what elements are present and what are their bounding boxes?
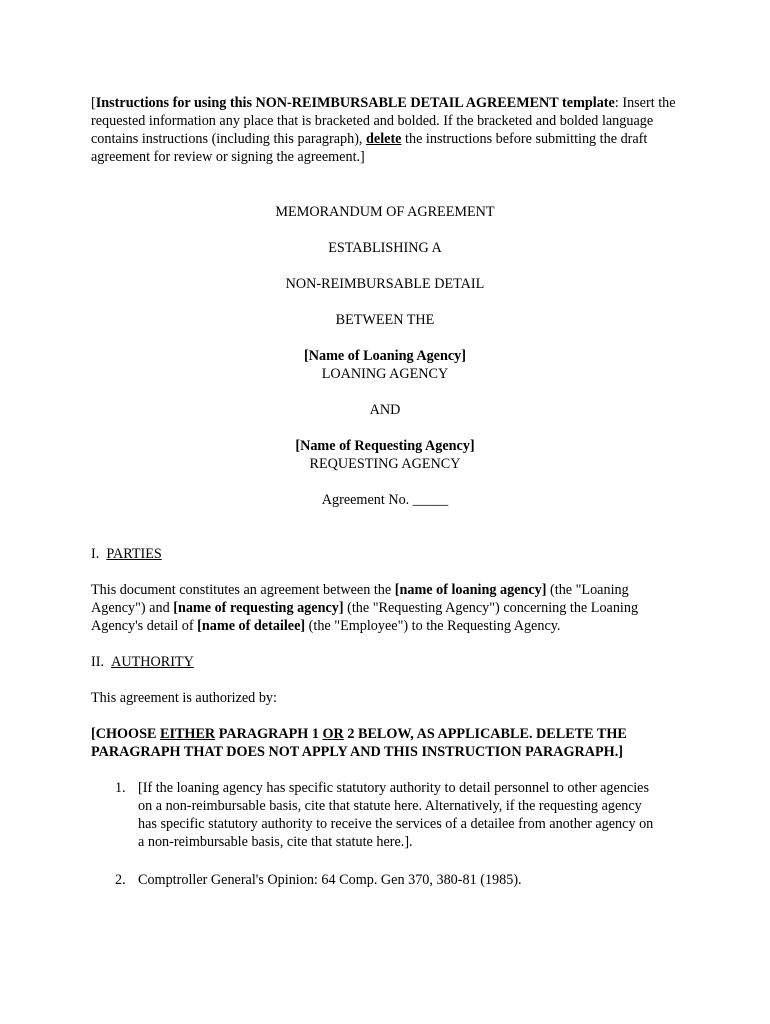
- parties-text-c: (the "Loaning Agency") and: [91, 582, 629, 616]
- parties-text-g: (the "Employee") to the Requesting Agency.: [305, 618, 561, 634]
- authority-intro: This agreement is authorized by:: [91, 690, 277, 706]
- requesting-agency-name: [0, 437, 770, 455]
- choose-text-c: 2 BELOW, AS APPLICABLE. DELETE THE PARAGRAPH THAT DOES NOT APPLY AND THIS INSTRUCTION PARAGRAPH.]: [91, 726, 627, 760]
- agreement-number: Agreement No. _____: [321, 492, 449, 508]
- list-item-1-text: [If the loaning agency has specific statutory authority to detail personnel to other agencies on a non-reimbursable basis, cite that statute here. Alternatively, if the requesting agency has specific statutory authority to receive the services of a detailee from another agency on a non-reimbursable basis, cite that statute here.].: [138, 780, 654, 850]
- heading-line-1: MEMORANDUM OF AGREEMENT: [275, 204, 495, 220]
- choose-text-a: [CHOOSE: [91, 726, 160, 742]
- instr-colon: :: [614, 95, 619, 111]
- parties-paragraph: [91, 581, 681, 635]
- choose-or: OR: [322, 726, 344, 742]
- list-item-1-number: 1.: [115, 780, 126, 796]
- parties-text-e: (the "Requesting Agency") concerning the Loaning Agency's detail of: [91, 600, 639, 634]
- instr-text-2: the instructions before submitting the draft agreement for review or signing the agreement.]: [91, 131, 648, 165]
- section-2-heading: [91, 653, 691, 671]
- section-1-number: I.: [91, 546, 100, 562]
- template-instructions: [91, 94, 691, 166]
- instr-delete-word: delete: [366, 131, 402, 147]
- choose-instruction: [91, 725, 681, 761]
- section-2-number: II.: [91, 654, 104, 670]
- parties-loaning-agency: [name of loaning agency]: [394, 582, 547, 598]
- heading-line-2: ESTABLISHING A: [328, 240, 442, 256]
- loaning-agency-name: [0, 347, 770, 365]
- section-2-title: AUTHORITY: [111, 654, 194, 670]
- heading-line-3: NON-REIMBURSABLE DETAIL: [285, 276, 485, 292]
- requesting-agency-label: REQUESTING AGENCY: [309, 456, 461, 472]
- loaning-agency-name-text: [Name of Loaning Agency]: [304, 348, 466, 364]
- heading-line-4: BETWEEN THE: [335, 312, 435, 328]
- instr-title: Instructions for using this NON-REIMBURSABLE DETAIL AGREEMENT template: [95, 95, 615, 111]
- requesting-agency-name-text: [Name of Requesting Agency]: [295, 438, 475, 454]
- section-1-heading: [91, 545, 691, 563]
- list-item-2-text: Comptroller General's Opinion: 64 Comp. Gen 370, 380-81 (1985).: [138, 872, 522, 888]
- section-1-title: PARTIES: [106, 546, 162, 562]
- parties-text-a: This document constitutes an agreement between the: [91, 582, 395, 598]
- instr-text-1: Insert the requested information any place that is bracketed and bolded. If the bracketed and bolded language contains instructions (including this paragraph),: [91, 95, 676, 147]
- parties-detailee: [name of detailee]: [197, 618, 306, 634]
- instr-open-bracket: [: [91, 95, 96, 111]
- heading-and: AND: [369, 402, 401, 418]
- loaning-agency-label: LOANING AGENCY: [321, 366, 449, 382]
- choose-text-b: PARAGRAPH 1: [215, 726, 323, 742]
- list-item-2-number: 2.: [115, 872, 126, 888]
- parties-requesting-agency: [name of requesting agency]: [173, 600, 344, 616]
- choose-either: EITHER: [159, 726, 216, 742]
